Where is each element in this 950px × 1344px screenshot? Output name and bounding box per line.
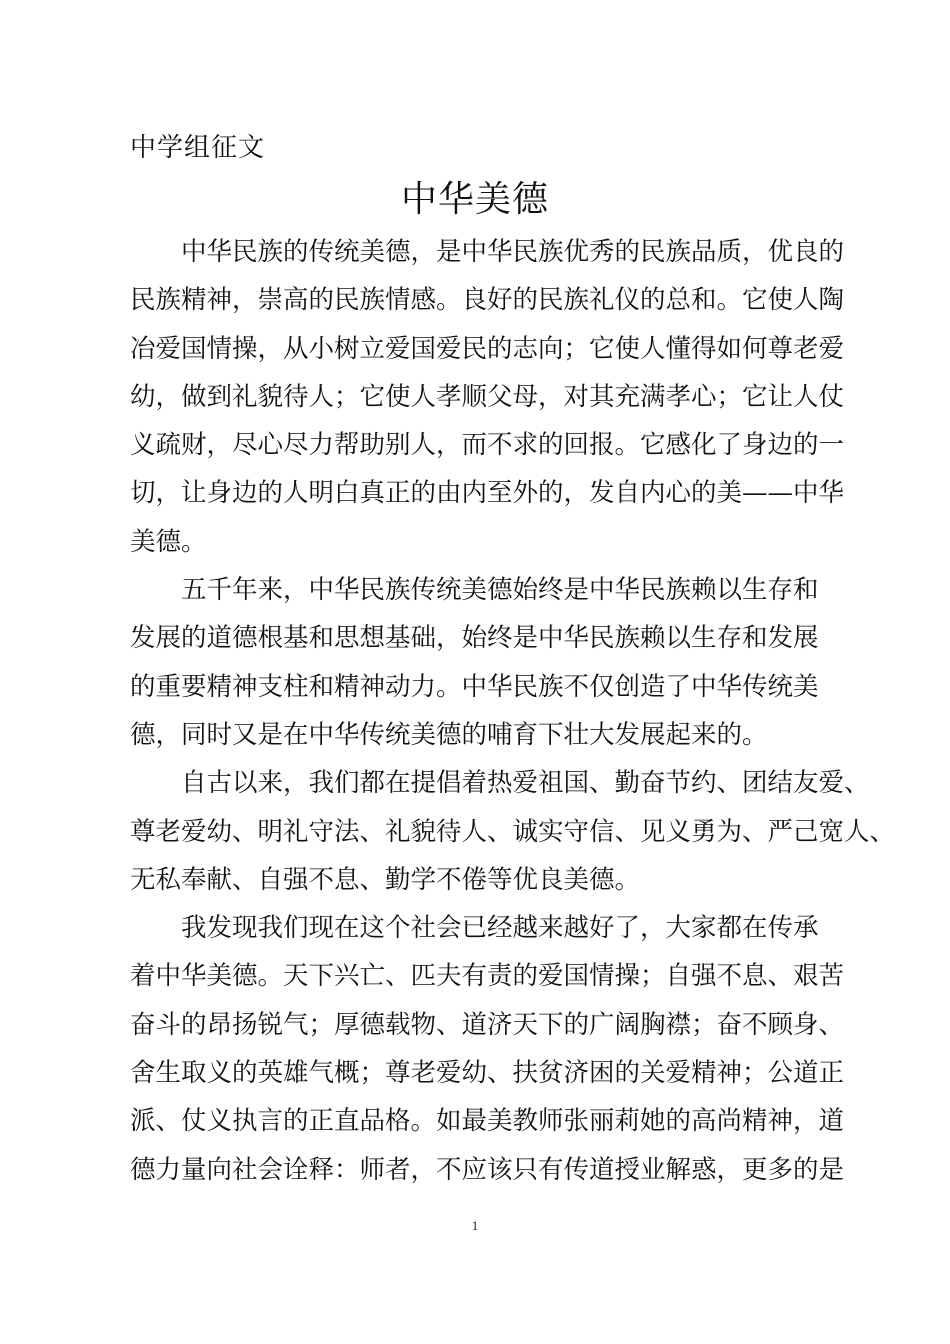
text-line: 奋斗的昂扬锐气；厚德载物、道济天下的广阔胸襟；奋不顾身、 bbox=[130, 1009, 845, 1040]
text-line: 尊老爱幼、明礼守法、礼貌待人、诚实守信、见义勇为、严己宽人、 bbox=[130, 816, 896, 847]
paragraph-3 bbox=[130, 759, 896, 904]
text-line: 我发现我们现在这个社会已经越来越好了，大家都在传承 bbox=[181, 913, 819, 944]
text-line: 义疏财，尽心尽力帮助别人，而不求的回报。它感化了身边的一 bbox=[130, 430, 845, 461]
text-line: 五千年来，中华民族传统美德始终是中华民族赖以生存和 bbox=[181, 575, 819, 606]
paragraph-1 bbox=[130, 228, 845, 566]
text-line: 无私奉献、自强不息、勤学不倦等优良美德。 bbox=[130, 864, 641, 895]
text-line: 着中华美德。天下兴亡、匹夫有责的爱国情操；自强不息、艰苦 bbox=[130, 961, 845, 992]
text-line: 发展的道德根基和思想基础，始终是中华民族赖以生存和发展 bbox=[130, 623, 819, 654]
essay-title: 中华美德 bbox=[400, 179, 549, 220]
text-line: 德力量向社会诠释：师者，不应该只有传道授业解惑，更多的是 bbox=[130, 1154, 845, 1185]
essay-category-label: 中学组征文 bbox=[130, 133, 266, 163]
text-line: 切，让身边的人明白真正的由内至外的，发自内心的美——中华 bbox=[130, 478, 845, 509]
paragraph-2 bbox=[130, 566, 830, 759]
text-line: 民族精神，崇高的民族情感。良好的民族礼仪的总和。它使人陶 bbox=[130, 285, 845, 316]
text-line: 德，同时又是在中华传统美德的哺育下壮大发展起来的。 bbox=[130, 719, 768, 750]
text-line: 美德。 bbox=[130, 526, 207, 557]
text-line: 自古以来，我们都在提倡着热爱祖国、勤奋节约、团结友爱、 bbox=[181, 768, 870, 799]
paragraph-4 bbox=[130, 904, 845, 1194]
text-line: 中华民族的传统美德，是中华民族优秀的民族品质，优良的 bbox=[181, 237, 845, 267]
text-line: 的重要精神支柱和精神动力。中华民族不仅创造了中华传统美 bbox=[130, 671, 819, 702]
text-line: 舍生取义的英雄气概；尊老爱幼、扶贫济困的关爱精神；公道正 bbox=[130, 1058, 845, 1089]
text-line: 冶爱国情操，从小树立爱国爱民的志向；它使人懂得如何尊老爱 bbox=[130, 333, 845, 364]
page-number: 1 bbox=[471, 1218, 479, 1233]
text-line: 幼，做到礼貌待人；它使人孝顺父母，对其充满孝心；它让人仗 bbox=[130, 381, 845, 412]
essay-body bbox=[130, 228, 896, 1194]
text-line: 派、仗义执言的正直品格。如最美教师张丽莉她的高尚精神，道 bbox=[130, 1106, 845, 1137]
